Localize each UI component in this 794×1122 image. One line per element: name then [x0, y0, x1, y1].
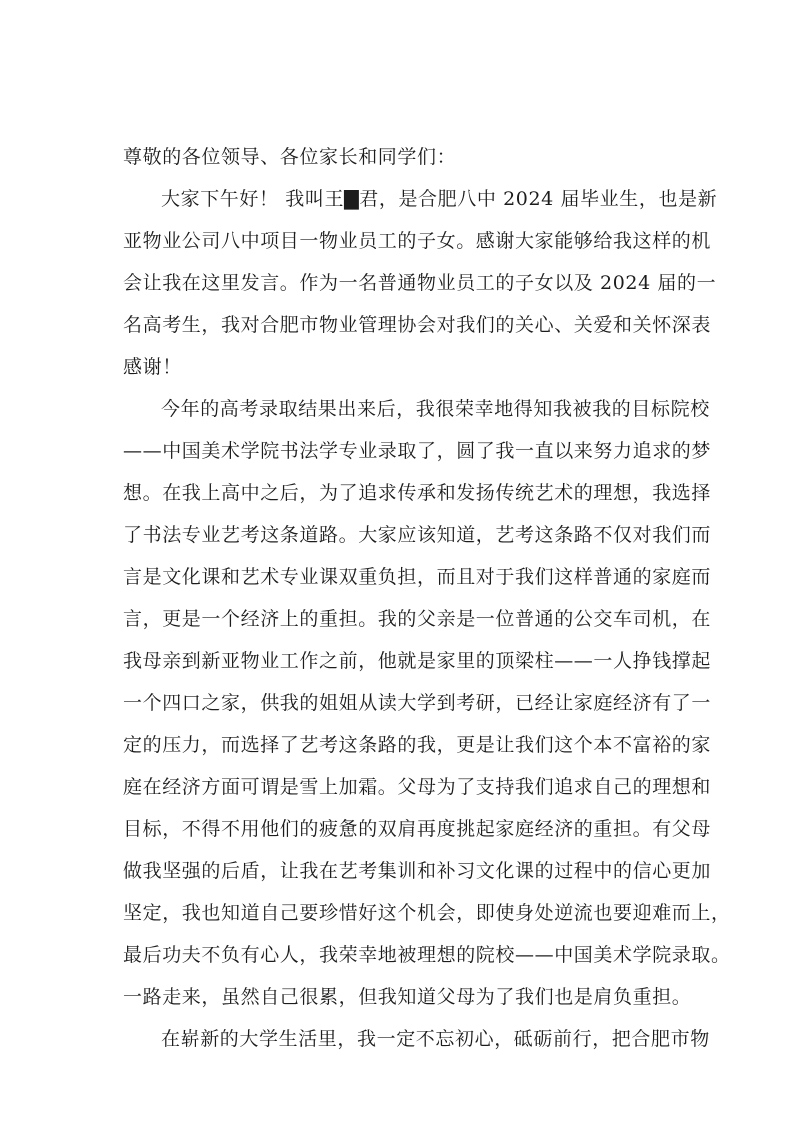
- paragraph-line: 名高考生，我对合肥市物业管理协会对我们的关心、关爱和关怀深表: [123, 314, 712, 336]
- paragraph-admission: [123, 388, 731, 1018]
- paragraph-line: 今年的高考录取结果出来后，我很荣幸地得知我被我的目标院校: [161, 398, 710, 420]
- paragraph-line: 一路走来，虽然自己很累，但我知道父母为了我们也是肩负重担。: [123, 986, 692, 1008]
- paragraph-line: 一个四口之家，供我的姐姐从读大学到考研，已经让家庭经济有了一: [123, 692, 712, 714]
- paragraph-line: ——中国美术学院书法学专业录取了，圆了我一直以来努力追求的梦: [123, 440, 712, 462]
- paragraph-line: 了书法专业艺考这条道路。大家应该知道，艺考这条路不仅对我们而: [123, 524, 712, 546]
- paragraph-line: 亚物业公司八中项目一物业员工的子女。感谢大家能够给我这样的机: [123, 230, 712, 252]
- paragraph-line: 在崭新的大学生活里，我一定不忘初心，砥砺前行，把合肥市物: [161, 1028, 710, 1050]
- paragraph-line: 庭在经济方面可谓是雪上加霜。父母为了支持我们追求自己的理想和: [123, 776, 712, 798]
- paragraph-line: 会让我在这里发言。作为一名普通物业员工的子女以及 2024 届的一: [123, 272, 717, 294]
- paragraph-greeting: [123, 178, 718, 388]
- paragraph-line: 言，更是一个经济上的重担。我的父亲是一位普通的公交车司机，在: [123, 608, 712, 630]
- paragraph-line: 言是文化课和艺术专业课双重负担，而且对于我们这样普通的家庭而: [123, 566, 712, 588]
- paragraph-line: 我母亲到新亚物业工作之前，他就是家里的顶梁柱——一人挣钱撑起: [123, 650, 712, 672]
- salutation: 尊敬的各位领导、各位家长和同学们：: [123, 146, 457, 168]
- paragraph-future: [123, 1018, 710, 1060]
- paragraph-line: 目标，不得不用他们的疲惫的双肩再度挑起家庭经济的重担。有父母: [123, 818, 712, 840]
- paragraph-line: 做我坚强的后盾，让我在艺考集训和补习文化课的过程中的信心更加: [123, 860, 712, 882]
- paragraph-line: 坚定，我也知道自己要珍惜好这个机会，即使身处逆流也要迎难而上，: [123, 902, 731, 924]
- paragraph-line: 感谢！: [123, 356, 182, 378]
- paragraph-line: 定的压力，而选择了艺考这条路的我，更是让我们这个本不富裕的家: [123, 734, 712, 756]
- paragraph-line: 最后功夫不负有心人，我荣幸地被理想的院校——中国美术学院录取。: [123, 944, 731, 966]
- paragraph-line: 想。在我上高中之后，为了追求传承和发扬传统艺术的理想，我选择: [123, 482, 712, 504]
- speech-document: [123, 136, 731, 1060]
- paragraph-line: 大家下午好！ 我叫王▇君，是合肥八中 2024 届毕业生，也是新: [161, 188, 718, 210]
